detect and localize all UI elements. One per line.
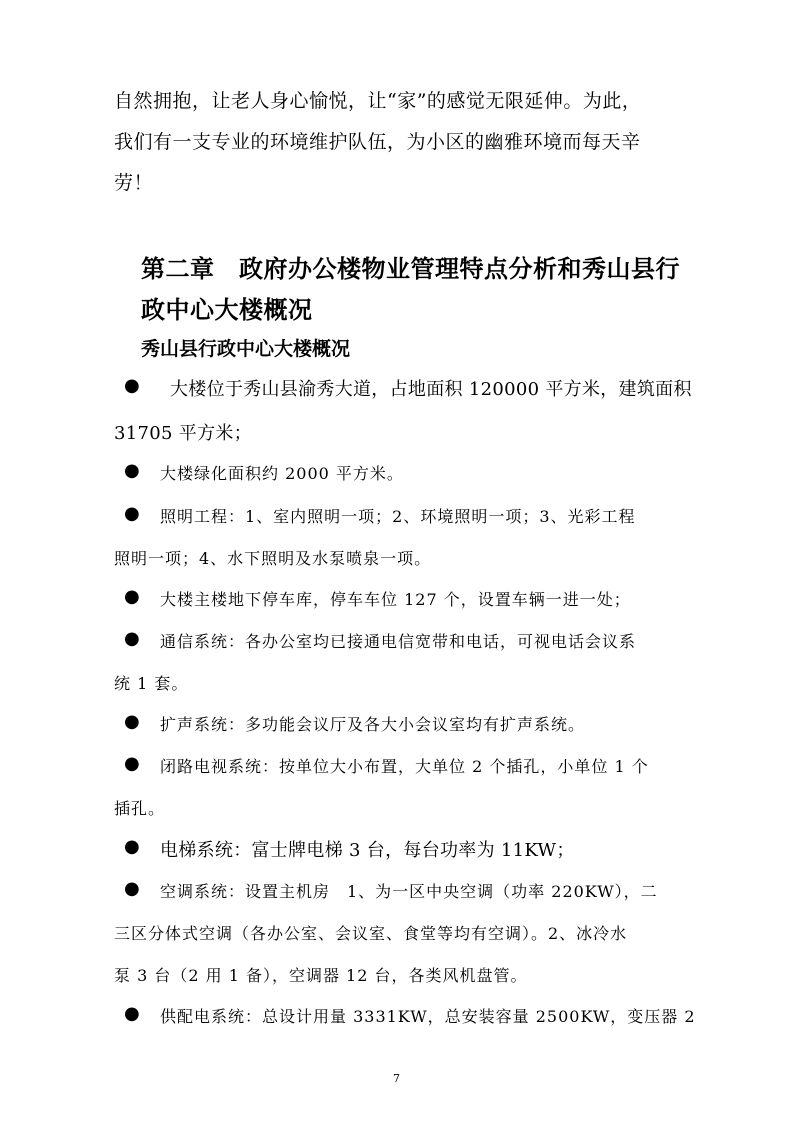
list-item-9-line-1: 空调系统：设置主机房 1、为一区中央空调（功率 220KW），二 (160, 882, 658, 901)
bullet-icon: ● (124, 836, 140, 857)
list-item-8: 电梯系统：富士牌电梯 3 台，每台功率为 11KW； (160, 840, 575, 861)
list-item-2: 大楼绿化面积约 2000 平方米。 (160, 464, 404, 483)
list-item-9-line-2: 三区分体式空调（各办公室、会议室、食堂等均有空调）。2、冰冷水 (114, 924, 628, 943)
list-item-9-line-3: 泵 3 台（2 用 1 备），空调器 12 台，各类风机盘管。 (114, 966, 528, 985)
list-item-10: 供配电系统：总设计用量 3331KW，总安装容量 2500KW，变压器 2 (160, 1007, 696, 1026)
list-item-7-line-1: 闭路电视系统：按单位大小布置，大单位 2 个插孔，小单位 1 个 (160, 757, 649, 776)
bullet-icon: ● (124, 460, 140, 481)
intro-line-2: 我们有一支专业的环境维护队伍，为小区的幽雅环境而每天辛 (114, 131, 641, 153)
bullet-icon: ● (124, 1003, 140, 1024)
chapter-title-line-1: 第二章 政府办公楼物业管理特点分析和秀山县行 (141, 255, 680, 283)
bullet-icon: ● (124, 628, 140, 649)
list-item-3-line-1: 照明工程：1、室内照明一项；2、环境照明一项；3、光彩工程 (160, 507, 636, 526)
list-item-3-line-2: 照明一项；4、水下照明及水泵喷泉一项。 (114, 549, 432, 568)
bullet-icon: ● (124, 375, 140, 396)
list-item-5-line-1: 通信系统：各办公室均已接通电信宽带和电话，可视电话会议系 (160, 632, 637, 651)
list-item-1-line-2: 31705 平方米； (114, 423, 252, 444)
list-item-7-line-2: 插孔。 (114, 799, 166, 818)
bullet-icon: ● (124, 753, 140, 774)
list-item-4: 大楼主楼地下停车库，停车车位 127 个，设置车辆一进一处； (160, 590, 631, 609)
intro-line-1: 自然拥抱，让老人身心愉悦，让“家”的感觉无限延伸。为此， (114, 90, 642, 112)
intro-line-3: 劳！ (114, 172, 154, 194)
list-item-6: 扩声系统：多功能会议厅及各大小会议室均有扩声系统。 (160, 715, 586, 734)
chapter-title-line-2: 政中心大楼概况 (141, 296, 313, 324)
section-subtitle: 秀山县行政中心大楼概况 (141, 338, 351, 360)
bullet-icon: ● (124, 586, 140, 607)
list-item-1-line-1: 大楼位于秀山县渝秀大道，占地面积 120000 平方米，建筑面积 (170, 379, 692, 400)
bullet-icon: ● (124, 711, 140, 732)
page-number: 7 (393, 1072, 400, 1085)
bullet-icon: ● (124, 878, 140, 899)
bullet-icon: ● (124, 503, 140, 524)
list-item-5-line-2: 统 1 套。 (114, 674, 189, 693)
